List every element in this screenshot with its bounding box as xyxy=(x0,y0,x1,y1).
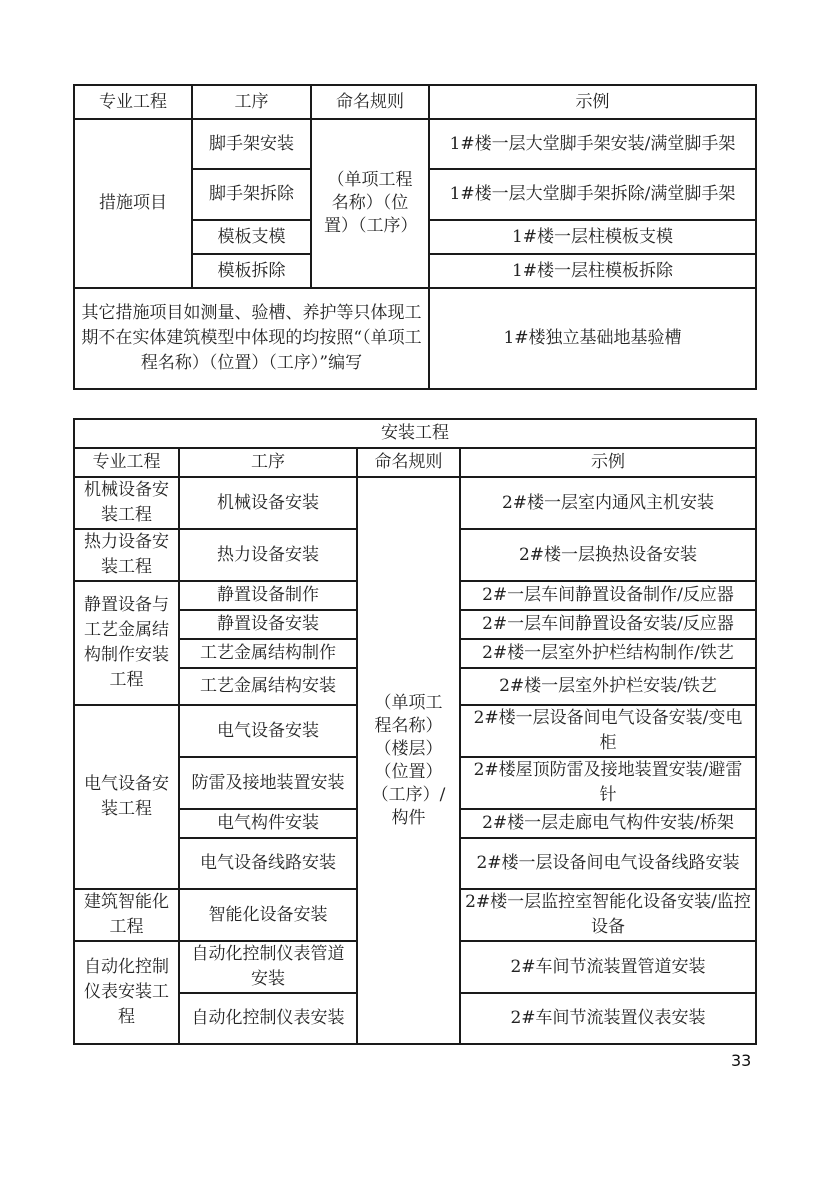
process-cell: 脚手架安装 xyxy=(192,119,311,169)
example-cell: 2#楼一层换热设备安装 xyxy=(460,529,756,581)
category-cell: 建筑智能化工程 xyxy=(74,889,179,941)
process-cell: 防雷及接地装置安装 xyxy=(179,757,357,809)
process-cell: 工艺金属结构安装 xyxy=(179,668,357,705)
process-cell: 智能化设备安装 xyxy=(179,889,357,941)
table-header-row xyxy=(74,448,756,477)
example-cell: 2#楼一层设备间电气设备线路安装 xyxy=(460,838,756,889)
example-cell: 2#车间节流装置管道安装 xyxy=(460,941,756,993)
category-cell: 措施项目 xyxy=(74,119,192,288)
example-cell: 2#楼一层室内通风主机安装 xyxy=(460,477,756,529)
category-cell: 静置设备与工艺金属结构制作安装工程 xyxy=(74,581,179,705)
example-cell: 2#楼屋顶防雷及接地装置安装/避雷针 xyxy=(460,757,756,809)
table-title-row xyxy=(74,419,756,448)
header-example: 示例 xyxy=(429,85,756,119)
header-discipline: 专业工程 xyxy=(74,448,179,477)
example-cell: 2#楼一层室外护栏结构制作/铁艺 xyxy=(460,639,756,668)
example-cell: 2#楼一层走廊电气构件安装/桥架 xyxy=(460,809,756,838)
example-cell: 1#楼一层大堂脚手架拆除/满堂脚手架 xyxy=(429,169,756,220)
process-cell: 电气构件安装 xyxy=(179,809,357,838)
table-title: 安装工程 xyxy=(74,419,756,448)
header-example: 示例 xyxy=(460,448,756,477)
example-cell: 1#楼独立基础地基验槽 xyxy=(429,288,756,389)
process-cell: 工艺金属结构制作 xyxy=(179,639,357,668)
naming-rule-cell: （单项工程名称）（楼层）（位置）（工序）/构件 xyxy=(357,477,460,1044)
example-cell: 1#楼一层大堂脚手架安装/满堂脚手架 xyxy=(429,119,756,169)
table-row xyxy=(74,119,756,169)
measures-naming-table xyxy=(73,84,757,390)
process-cell: 自动化控制仪表管道安装 xyxy=(179,941,357,993)
process-cell: 机械设备安装 xyxy=(179,477,357,529)
example-cell: 2#楼一层监控室智能化设备安装/监控设备 xyxy=(460,889,756,941)
header-process: 工序 xyxy=(192,85,311,119)
process-cell: 模板支模 xyxy=(192,220,311,254)
example-cell: 2#楼一层设备间电气设备安装/变电柜 xyxy=(460,705,756,757)
table-header-row xyxy=(74,85,756,119)
process-cell: 热力设备安装 xyxy=(179,529,357,581)
other-measures-note: 其它措施项目如测量、验槽、养护等只体现工期不在实体建筑模型中体现的均按照“（单项工程名称）（位置）（工序）”编写 xyxy=(74,288,429,389)
category-cell: 自动化控制仪表安装工程 xyxy=(74,941,179,1044)
process-cell: 静置设备制作 xyxy=(179,581,357,610)
example-cell: 1#楼一层柱模板拆除 xyxy=(429,254,756,288)
table-row xyxy=(74,477,756,529)
example-cell: 1#楼一层柱模板支模 xyxy=(429,220,756,254)
process-cell: 自动化控制仪表安装 xyxy=(179,993,357,1044)
category-cell: 电气设备安装工程 xyxy=(74,705,179,889)
header-process: 工序 xyxy=(179,448,357,477)
process-cell: 模板拆除 xyxy=(192,254,311,288)
example-cell: 2#一层车间静置设备安装/反应器 xyxy=(460,610,756,639)
header-discipline: 专业工程 xyxy=(74,85,192,119)
header-naming-rule: 命名规则 xyxy=(357,448,460,477)
category-cell: 机械设备安装工程 xyxy=(74,477,179,529)
example-cell: 2#车间节流装置仪表安装 xyxy=(460,993,756,1044)
process-cell: 静置设备安装 xyxy=(179,610,357,639)
page-number: 33 xyxy=(731,1051,752,1070)
naming-rule-cell: （单项工程名称）（位置）（工序） xyxy=(311,119,429,288)
category-cell: 热力设备安装工程 xyxy=(74,529,179,581)
example-cell: 2#一层车间静置设备制作/反应器 xyxy=(460,581,756,610)
example-cell: 2#楼一层室外护栏安装/铁艺 xyxy=(460,668,756,705)
process-cell: 脚手架拆除 xyxy=(192,169,311,220)
table-row xyxy=(74,288,756,389)
installation-naming-table xyxy=(73,418,757,1045)
process-cell: 电气设备安装 xyxy=(179,705,357,757)
header-naming-rule: 命名规则 xyxy=(311,85,429,119)
process-cell: 电气设备线路安装 xyxy=(179,838,357,889)
